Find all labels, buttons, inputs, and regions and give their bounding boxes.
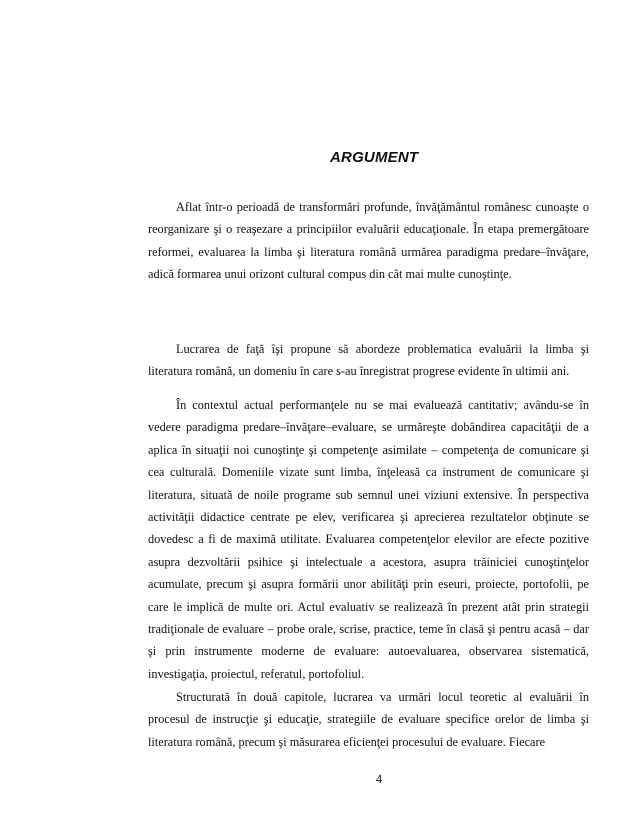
page-title: ARGUMENT [330,149,419,166]
paragraph-4: Structurată în două capitole, lucrarea va urmări locul teoretic al evaluării în procesul de instrucţie şi educaţie, strategiile de evaluare specifice orelor de limba şi literatura română, precum şi măsurarea eficienţei procesului de evaluare. Fiecare [148,690,589,749]
page-number: 4 [375,772,383,786]
paragraph-3: În contextul actual performanţele nu se mai evaluează cantitativ; avându-se în vedere paradigma predare–învăţare–evaluare, se urmăreşte dobândirea capacităţii de a aplica în situaţii noi cunoştinţe şi competenţe asimilate – competenţa de comunicare şi cea culturală. Domeniile vizate sunt limba, înţeleasă ca instrument de comunicare şi literatura, situată de noile programe sub semnul unei viziuni extensive. În perspectiva activităţii didactice centrate pe elev, verificarea şi aprecierea rezultatelor obţinute se dovedesc a fi de maximă utilitate. Evaluarea competenţelor elevilor are efecte pozitive asupra dezvoltării psihice şi intelectuale a acestora, asupra trăiniciei cunoştinţelor acumulate, precum şi asupra formării unor abilităţi prin eseuri, proiecte, portofolii, pe care le implică de multe ori. Actul evaluativ se realizează în prezent atât prin strategii tradiţionale de evaluare – probe orale, scrise, practice, teme în clasă şi pentru acasă – dar şi prin instrumente moderne de evaluare: autoevaluarea, observarea sistematică, investigaţia, proiectul, referatul, portofoliul. [148,398,589,681]
paragraph-2: Lucrarea de faţă îşi propune să abordeze problematica evaluării la limba şi literatura română, un domeniu în care s-au înregistrat progrese evidente în ultimii ani. [148,342,589,379]
paragraph-1: Aflat într-o perioadă de transformări profunde, învăţământul românesc cunoaşte o reorganizare şi o reaşezare a principiilor evaluării educaţionale. În etapa premergătoare reformei, evaluarea la limba şi literatura română urmărea paradigma predare–învăţare, adică formarea unui orizont cultural compus din cât mai multe cunoştinţe. [148,200,589,282]
